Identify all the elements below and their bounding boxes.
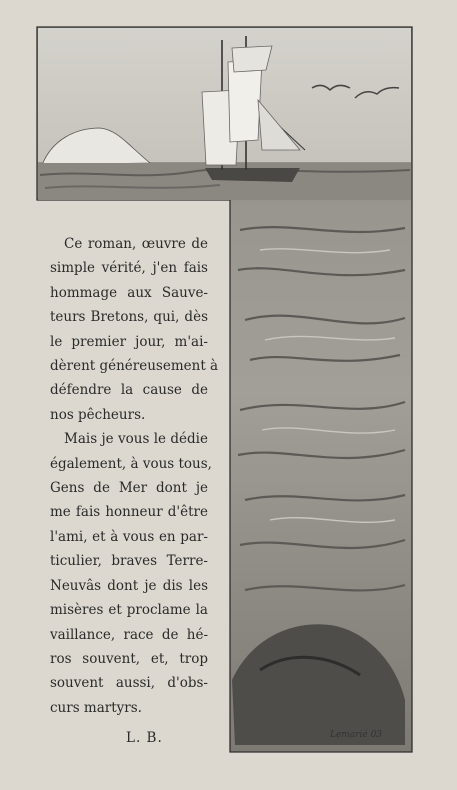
text-line: souvent aussi, d'obs- <box>50 675 208 692</box>
author-signature: L. B. <box>126 730 163 746</box>
text-line: Ce roman, œuvre de <box>64 236 208 252</box>
text-line: ticulier, braves Terre- <box>50 553 208 570</box>
text-line: hommage aux Sauve- <box>50 284 208 301</box>
text-line: dèrent généreusement à <box>50 358 219 375</box>
text-line: ros souvent, et, trop <box>50 650 208 667</box>
text-line: teurs Bretons, qui, dès <box>50 309 208 326</box>
text-line: simple vérité, j'en fais <box>50 260 208 277</box>
text-line: Neuvâs dont je dis les <box>50 577 208 594</box>
text-line: également, à vous tous, <box>50 455 212 472</box>
sail-top <box>232 46 272 72</box>
text-line: Mais je vous le dédie <box>64 431 208 448</box>
text-line: curs martyrs. <box>50 699 142 716</box>
artist-signature: Lemarié 03 <box>330 730 383 740</box>
text-line: nos pêcheurs. <box>50 406 146 423</box>
dedication-text <box>50 232 219 720</box>
text-line: défendre la cause de <box>50 382 208 399</box>
text-line: Gens de Mer dont je <box>50 480 208 497</box>
text-line: me fais honneur d'être <box>50 504 208 521</box>
text-line: le premier jour, m'ai- <box>50 333 208 350</box>
text-line: l'ami, et à vous en par- <box>50 528 208 545</box>
text-line: misères et proclame la <box>50 602 208 619</box>
text-line: vaillance, race de hé- <box>50 626 208 643</box>
sail-fore <box>228 60 262 142</box>
ship-hull <box>205 168 300 182</box>
